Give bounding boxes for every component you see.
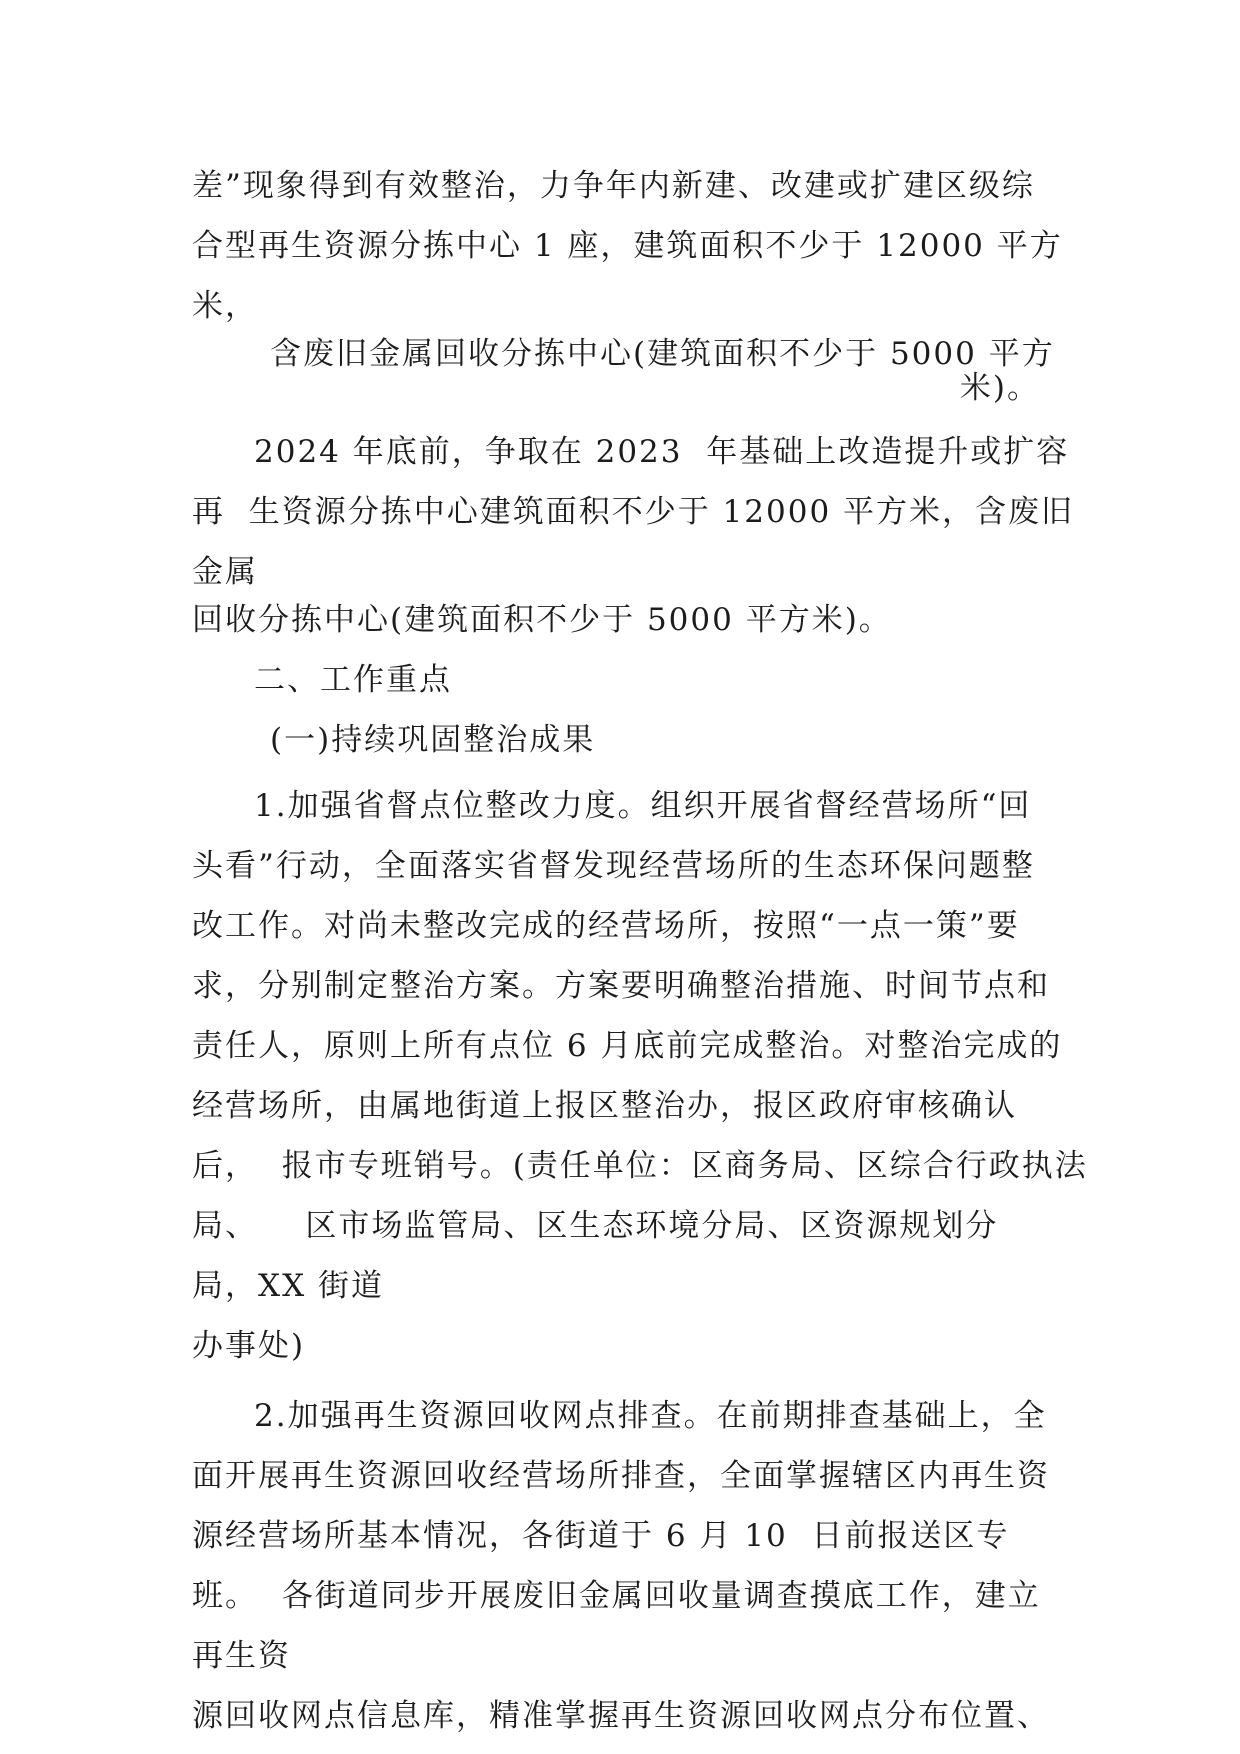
text-line-21: 办事处) xyxy=(192,1328,306,1364)
text-line-22: 2.加强再生资源回收网点排查。在前期排查基础上，全 xyxy=(254,1398,1047,1434)
text-line-13: 头看”行动，全面落实省督发现经营场所的生态环保问题整 xyxy=(192,848,1035,884)
text-line-14: 改工作。对尚未整改完成的经营场所，按照“一点一策”要 xyxy=(192,908,1020,944)
text-line-15: 求，分别制定整治方案。方案要明确整治措施、时间节点和 xyxy=(192,968,1050,1004)
text-line-3: 米， xyxy=(192,288,258,324)
text-line-1: 差”现象得到有效整治，力争年内新建、改建或扩建区级综 xyxy=(192,168,1035,204)
text-line-8: 金属 xyxy=(192,554,258,590)
text-line-20: 局，XX 街道 xyxy=(192,1268,384,1304)
text-line-24: 源经营场所基本情况，各街道于 6 月 10 日前报送区专 xyxy=(192,1518,1010,1554)
text-line-23: 面开展再生资源回收经营场所排查，全面掌握辖区内再生资 xyxy=(192,1458,1050,1494)
text-line-17: 经营场所，由属地街道上报区整治办，报区政府审核确认 xyxy=(192,1088,1017,1124)
text-line-9: 回收分拣中心(建筑面积不少于 5000 平方米)。 xyxy=(192,602,892,638)
text-line-19: 局、 区市场监管局、区生态环境分局、区资源规划分 xyxy=(192,1208,999,1244)
text-line-26: 再生资 xyxy=(192,1638,291,1674)
text-line-4: 含废旧金属回收分拣中心(建筑面积不少于 5000 平方 xyxy=(270,336,1055,372)
text-line-7: 再 生资源分拣中心建筑面积不少于 12000 平方米，含废旧 xyxy=(192,494,1075,530)
text-line-2: 合型再生资源分拣中心 1 座，建筑面积不少于 12000 平方 xyxy=(192,228,1063,264)
text-line-16: 责任人，原则上所有点位 6 月底前完成整治。对整治完成的 xyxy=(192,1028,1063,1064)
text-line-12: 1.加强省督点位整改力度。组织开展省督经营场所“回 xyxy=(254,788,1032,824)
section-heading: 二、工作重点 xyxy=(254,662,452,698)
text-line-6: 2024 年底前，争取在 2023 年基础上改造提升或扩容 xyxy=(254,434,1070,470)
text-line-27: 源回收网点信息库，精准掌握再生资源回收网点分布位置、 xyxy=(192,1698,1050,1734)
subsection-heading: (一)持续巩固整治成果 xyxy=(270,722,596,758)
text-line-18: 后， 报市专班销号。(责任单位：区商务局、区综合行政执法 xyxy=(192,1148,1088,1184)
text-line-5: 米)。 xyxy=(959,370,1040,406)
text-line-25: 班。 各街道同步开展废旧金属回收量调查摸底工作，建立 xyxy=(192,1578,1041,1614)
